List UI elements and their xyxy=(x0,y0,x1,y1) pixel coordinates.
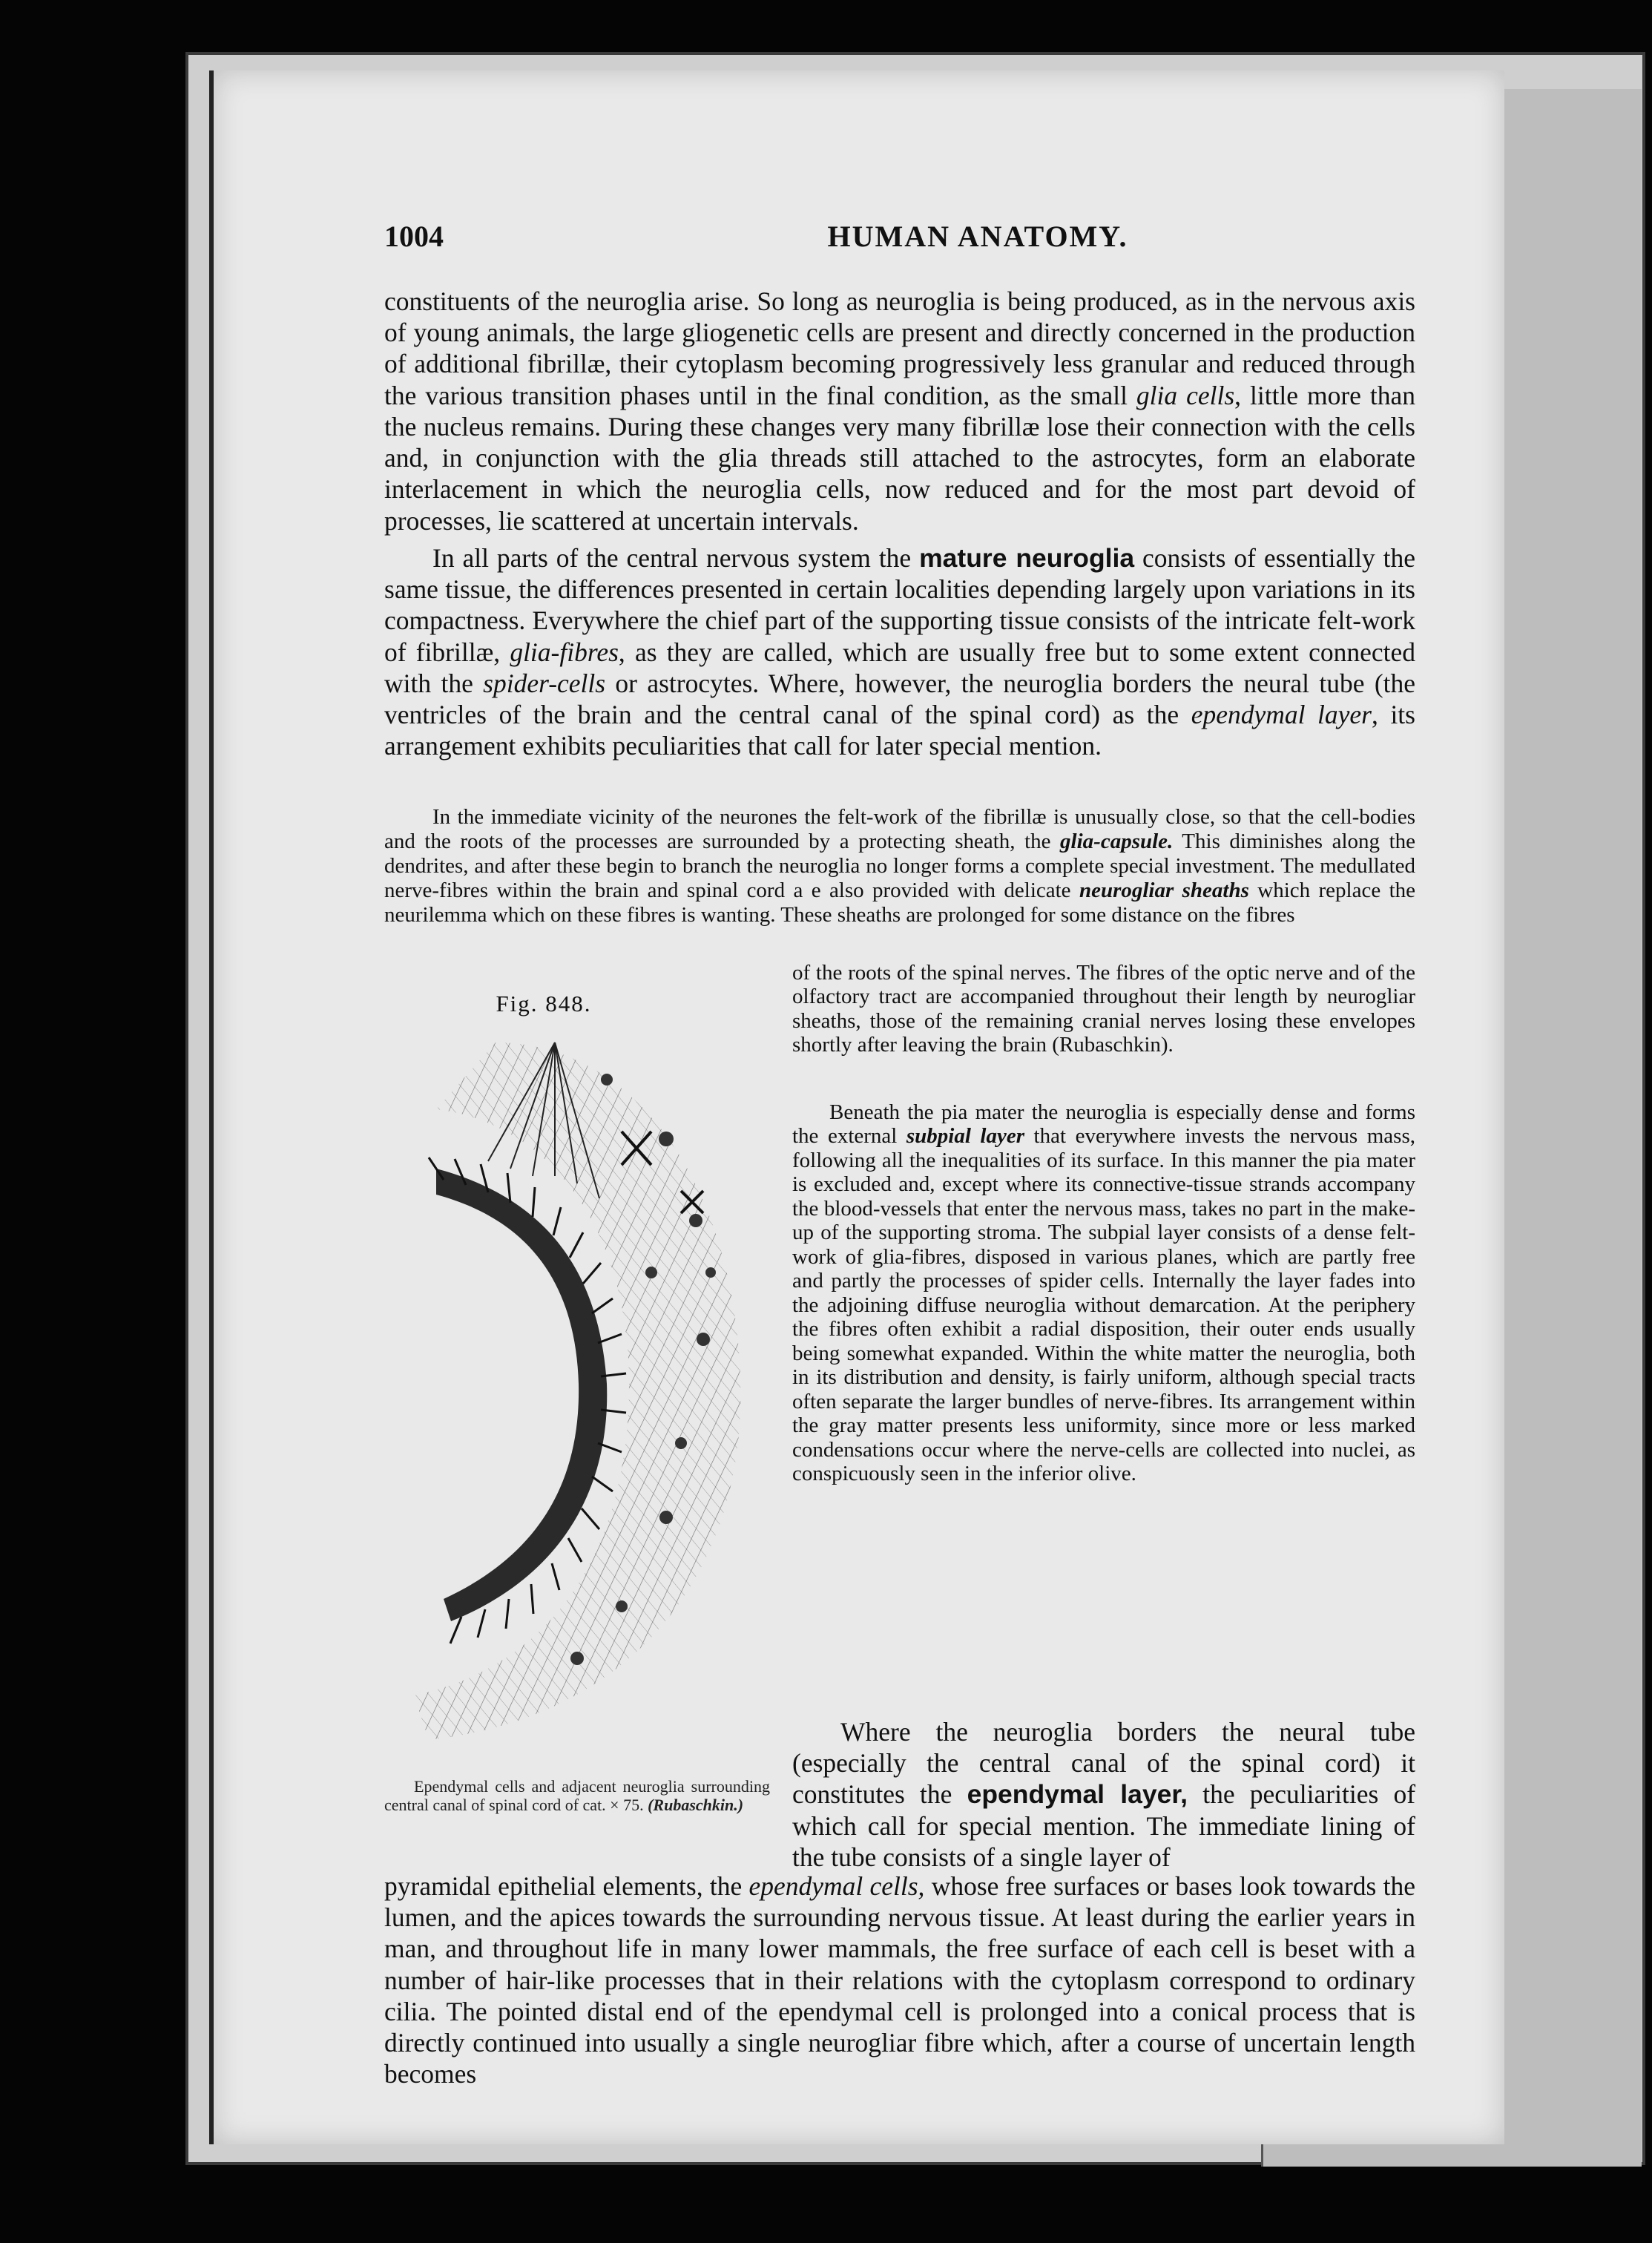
paragraph-1-text-2: , little more than the nucleus remains. During these changes very many fibrillæ lose their connection with the cells and, in conjunction with the glia threads still attached to the astrocytes, form an elaborate interlacement in which the neuroglia cells, now reduced and for the most part devoid of processes, lie scattered at uncertain intervals. xyxy=(384,380,1415,536)
side-paragraph-1: of the roots of the spinal nerves. The fibres of the optic nerve and of the olfactory tract are accompanied throughout their length by neurogliar sheaths, those of the remaining cranial nerves losing these envelopes shortly after leaving the brain (Rubaschkin). xyxy=(792,961,1415,1057)
paragraph-2 xyxy=(384,542,1415,762)
small-paragraph-text-3: which replace the neurilemma which on these fibres is wanting. These sheaths are prolonged for some distance on the fibres xyxy=(384,879,1415,927)
paragraph-2-text-3: , as they are called, which are usually free but to some extent connected with the xyxy=(384,637,1415,698)
ependymal-paragraph-side xyxy=(792,1716,1415,1873)
figure-caption-text: Ependymal cells and adjacent neuroglia surrounding central canal of spinal cord of cat. × 75. xyxy=(384,1777,770,1815)
ependymal-full-text-1: pyramidal epithelial elements, the xyxy=(384,1871,749,1901)
small-print-paragraph xyxy=(384,805,1415,927)
side-paragraph-2-italic: subpial layer xyxy=(906,1124,1025,1149)
paragraph-2-text-2: consists of essentially the same tissue, the differences presented in certain localities depending largely upon variations in its compactness. Everywhere the chief part of the supporting tissue consists of the intricate felt-work of fibrillæ, xyxy=(384,543,1415,667)
paragraph-2-text-4: or astrocytes. Where, however, the neuroglia borders the neural tube (the ventricles of the brain and the central canal of the spinal cord) as the xyxy=(384,668,1416,730)
paragraph-2-italic-3: ependymal layer xyxy=(1191,700,1372,730)
paragraph-1-text: constituents of the neuroglia arise. So long as neuroglia is being produced, as in the nervous axis of young animals, the large gliogenetic cells are present and directly concerned in the production of additional fibrillæ, their cytoplasm becoming progressively less granular and reduced through the various transition phases until in the final condition, as the small xyxy=(384,286,1415,410)
ependymal-cells-illustration xyxy=(384,1028,770,1755)
book-page xyxy=(209,70,1504,2144)
figure-caption-credit: (Rubaschkin.) xyxy=(648,1796,744,1815)
paragraph-1-italic: glia cells xyxy=(1136,380,1235,410)
figure-illustration xyxy=(384,1028,770,1755)
ependymal-paragraph-full xyxy=(384,1871,1415,2090)
figure-label: Fig. 848. xyxy=(496,991,592,1017)
paragraph-2-bold-term: mature neuroglia xyxy=(919,543,1135,573)
paragraph-2-italic-1: glia-fibres xyxy=(510,637,619,667)
page-number: 1004 xyxy=(384,220,444,253)
small-paragraph-italic-1: glia-capsule. xyxy=(1060,830,1174,854)
small-paragraph-text-1: In the immediate vicinity of the neurones the felt-work of the fibrillæ is unusually close, so that the cell-bodies and the roots of the processes are surrounded by a protecting sheath, the xyxy=(384,805,1415,854)
running-head: HUMAN ANATOMY. xyxy=(827,220,1128,253)
paragraph-2-italic-2: spider-cells xyxy=(483,668,606,698)
ependymal-full-italic: ependymal cells, xyxy=(748,1871,925,1901)
small-paragraph-italic-2: neurogliar sheaths xyxy=(1079,879,1249,903)
side-paragraph-2-text-1: Beneath the pia mater the neuroglia is especially dense and forms the external xyxy=(792,1100,1415,1149)
paragraph-2-text-5: , its arrangement exhibits peculiarities that call for later special mention. xyxy=(384,700,1415,761)
side-paragraph-2-text-2: that everywhere invests the nervous mass, following all the inequalities of its surface. In this manner the pia mater is excluded and, except where its connective-tissue strands accompany the blood-vessels that enter the nervous mass, takes no part in the make-up of the supporting stroma. The subpial layer consists of a dense felt-work of glia-fibres, disposed in various planes, which are partly free and partly the processes of spider cells. Internally the layer fades into the adjoining diffuse neuroglia without demarcation. At the periphery the fibres often exhibit a radial disposition, their outer ends usually being somewhat expanded. Within the white matter the neuroglia, both in its distribution and density, is fairly uniform, although special tracts often separate the larger bundles of nerve-fibres. Its arrangement within the gray matter presents less uniformity, since more or less marked condensations occur where the nerve-cells are collected into nuclei, as conspicuously seen in the inferior olive. xyxy=(792,1124,1415,1486)
paragraph-2-text-1: In all parts of the central nervous system the xyxy=(432,543,920,573)
ependymal-full-text-2: whose free surfaces or bases look towards the lumen, and the apices towards the surrounding nervous tissue. At least during the earlier years in man, and throughout life in many lower mammals, the free surface of each cell is beset with a number of hair-like processes that in their relations with the cytoplasm correspond to ordinary cilia. The pointed distal end of the ependymal cell is prolonged into a conical process that is directly continued into usually a single neurogliar fibre which, after a course of uncertain length becomes xyxy=(384,1871,1415,2089)
page-header xyxy=(384,219,1630,263)
side-paragraph-2 xyxy=(792,1100,1415,1486)
small-paragraph-text-2: This diminishes along the dendrites, and after these begin to branch the neuroglia no longer forms a complete special investment. The medullated nerve-fibres within the brain and spinal cord a e also provided with delicate xyxy=(384,830,1415,903)
figure-caption xyxy=(384,1777,770,1815)
ependymal-side-bold-term: ependymal layer, xyxy=(967,1779,1188,1810)
ependymal-side-text-1: Where the neuroglia borders the neural tube (especially the central canal of the spinal cord) it constitutes the xyxy=(792,1717,1415,1810)
ependymal-side-text-2: the peculiarities of which call for special mention. The immediate lining of the tube consists of a single layer of xyxy=(792,1779,1416,1872)
paragraph-1 xyxy=(384,286,1415,536)
